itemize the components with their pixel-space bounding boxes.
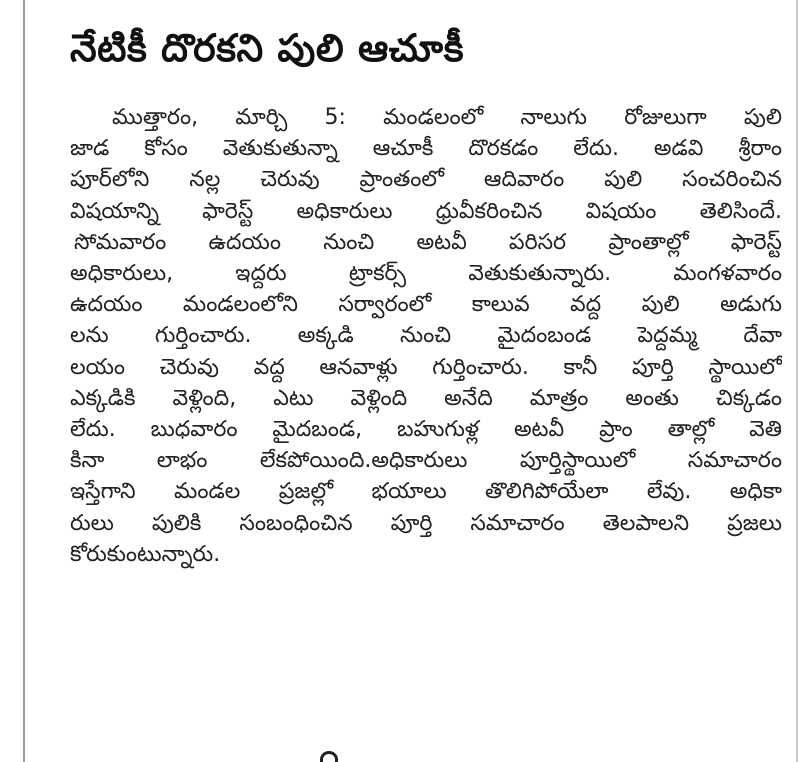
article-line: లేదు. బుధవారం మైదబండ, బహుగుళ్ల అటవీ ప్రాం తాల్లో వెతి — [70, 417, 782, 443]
article-line: ఎక్కడికి వెళ్లింది, ఎటు వెళ్లింది అనేది మాత్రం అంతు చిక్కడం — [70, 385, 782, 411]
article-line: అధికారులు, ఇద్దరు ట్రాకర్స్ వెతుకుతున్నారు. మంగళవారం — [70, 261, 782, 287]
article-line: ముత్తారం, మార్చి 5: మండలంలో నాలుగు రోజులుగా పులి — [112, 105, 782, 130]
article-line: కినా లాభం లేకపోయింది.అధికారులు పూర్తిస్థాయిలో సమాచారం — [70, 448, 782, 474]
article-line: లయం చెరువు వద్ద ఆనవాళ్లు గుర్తించారు. కానీ పూర్తి స్థాయిలో — [70, 354, 782, 380]
article-line: సోమవారం ఉదయం నుంచి అటవీ పరిసర ప్రాంతాల్లో ఫారెస్ట్ — [74, 229, 782, 255]
news-article — [70, 18, 782, 570]
article-line: జాడ కోసం వెతుకుతున్నా ఆచూకీ దొరకడం లేదు. అడవి శ్రీరాం — [70, 136, 782, 162]
column-rule-left — [23, 0, 25, 762]
article-line: ఇస్తేగాని మండల ప్రజల్లో భయాలు తొలిగిపోయేలా లేవు. అధికా — [70, 479, 782, 505]
article-line: కోరుకుంటున్నారు. — [70, 541, 221, 567]
cropped-glyph — [320, 751, 338, 762]
column-rule-right — [796, 0, 798, 762]
article-headline: నేటికీ దొరకని పులి ఆచూకీ — [70, 26, 465, 70]
article-line: పూర్‌లోని నల్ల చెరువు ప్రాంతంలో ఆదివారం పులి సంచరించిన — [70, 167, 782, 193]
article-body — [70, 102, 782, 570]
article-line: విషయాన్ని ఫారెస్ట్ అధికారులు ధ్రువీకరించిన విషయం తెలిసిందే. — [70, 198, 782, 224]
cropped-next-headline-fragment — [312, 745, 346, 762]
article-line: ఉదయం మండలంలోని సర్వారంలో కాలువ వద్ద పులి అడుగు — [70, 292, 782, 318]
article-line: లను గుర్తించారు. అక్కడి నుంచి మైదంబండ పెద్దమ్మ దేవా — [70, 323, 782, 349]
article-line: రులు పులికి సంబంధించిన పూర్తి సమాచారం తెలపాలని ప్రజలు — [70, 510, 782, 536]
